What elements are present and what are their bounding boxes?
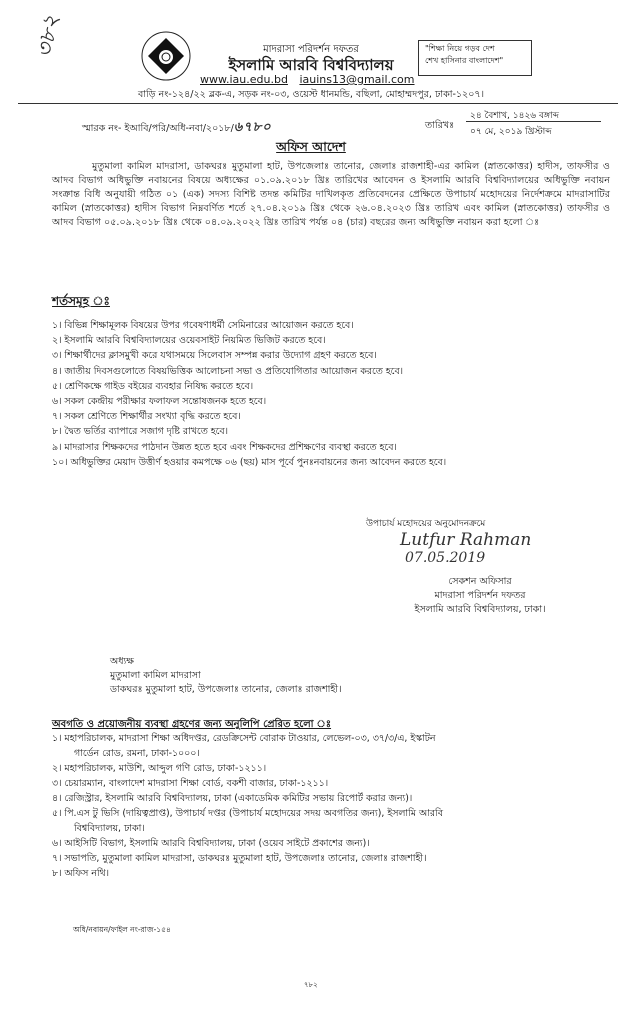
copy-item — [52, 776, 612, 791]
copy-item-text: ৮। অফিস নথি। — [52, 868, 109, 879]
condition-item: ২। ইসলামি আরবি বিশ্ববিদ্যালয়ের ওয়েবসাইট নিয়মিত ভিজিট করতে হবে। — [52, 335, 326, 347]
condition-item: ৯। মাদরাসার শিক্ষকদের পাঠদান উন্নত হতে হবে এবং শিক্ষকদের প্রশিক্ষণের ব্যবস্থা করতে হবে। — [52, 441, 397, 453]
slogan-line-1: "শিক্ষা নিয়ে গড়ব দেশ — [425, 44, 495, 53]
condition-item: ৭। সকল শ্রেণিতে শিক্ষার্থীর সংখ্যা বৃদ্ধি করতে হবে। — [52, 411, 241, 423]
condition-item: ৮। দ্বৈত ভর্তির ব্যাপারে সজাগ দৃষ্টি রাখতে হবে। — [52, 426, 228, 438]
file-reference: অধি/নবায়ন/ফাইল নং-রাজ-১৫৪ — [73, 925, 171, 934]
header-divider — [18, 103, 618, 104]
date-divider — [466, 121, 601, 122]
copy-item — [52, 761, 612, 776]
body-paragraph: মুতুমালা কামিল মাদরাসা, ডাকঘরঃ মুতুমালা হাট, উপজেলাঃ তানোর, জেলাঃ রাজশাহী-এর কামিল (স্নাতকোত্তর) হাদীস, তাফসীর ও আদব বিভাগ অধিভুক্তি নবায়নের বিষয়ে অধ্যক্ষের ০১.০৯.২০১৮ খ্রিঃ তারিখের আবেদন ও ইসলামি আরবি বিশ্ববিদ্যালয়ের অধিভুক্তি নবায়ন সংক্রান্ত বিধি অনুযায়ী গঠিত ০১ (এক) সদস্য বিশিষ্ট তদন্ত কমিটির দাখিলকৃত প্রতিবেদনের প্রেক্ষিতে উপাচার্য মহোদয়ের নির্দেশক্রমে মাদরাসাটির কামিল (স্নাতকোত্তর) হাদীস বিভাগ নিম্নবর্ণিত শর্তে ২৭.০৪.২০১৯ খ্রিঃ থেকে ২৬.০৪.২০২৩ খ্রিঃ তারিখ এবং কামিল (স্নাতকোত্তর) তাফসীর ও আদব বিভাগ ০৫.০৯.২০১৮ খ্রিঃ থেকে ০৪.০৯.২০২২ খ্রিঃ তারিখ পর্যন্ত ০৪ (চার) বছরের জন্য অধিভুক্তি নবায়ন করা হলো ঃ — [52, 161, 610, 228]
recipient-title: অধ্যক্ষ — [110, 656, 135, 667]
copy-item-continuation: গার্ডেন রোড, রমনা, ঢাকা-১০০০। — [74, 748, 200, 759]
copy-item-text: ১। মহাপরিচালক, মাদরাসা শিক্ষা অধিদপ্তর, রেডক্রিসেন্ট বোরাক টাওয়ার, লেভেল-০৩, ৩৭/৩/এ, ইস্কাটন — [52, 733, 436, 744]
date-bangla: ২৪ বৈশাখ, ১৪২৬ বঙ্গাব্দ — [470, 111, 559, 121]
condition-item: ১। বিভিন্ন শিক্ষামূলক বিষয়ের উপর গবেষণাধর্মী সেমিনারের আয়োজন করতে হবে। — [52, 320, 354, 331]
conditions-list — [52, 318, 612, 470]
email-link[interactable]: iauins13@gmail.com — [299, 73, 415, 86]
signature: Lutfur Rahman — [400, 530, 532, 550]
signatory-office: মাদরাসা পরিদর্শন দফতর — [434, 590, 526, 601]
copy-item — [52, 806, 612, 836]
condition-item: ৫। শ্রেণিকক্ষে গাইড বইয়ের ব্যবহার নিষিদ্ধ করতে হবে। — [52, 380, 254, 392]
copy-item — [52, 731, 612, 761]
copies-list — [52, 731, 612, 881]
recipient-block — [110, 655, 342, 697]
conditions-heading: শর্তসমূহ ঃ — [52, 294, 110, 308]
reference-handwritten-number: ৬৭৮০ — [233, 120, 272, 135]
signatory-designation: সেকশন অফিসার — [448, 576, 512, 587]
university-name: ইসলামি আরবি বিশ্ববিদ্যালয় — [228, 56, 394, 74]
date-gregorian: ০৭ মে, ২০১৯ খ্রিস্টাব্দ — [470, 127, 552, 137]
address: বাড়ি নং-১২৪/২২ ব্লক-এ, সড়ক নং-০৩, ওয়েস্ট ধানমন্ডি, বছিলা, মোহাম্মদপুর, ঢাকা-১২০৭। — [137, 89, 484, 100]
document-title-text: অফিস আদেশ — [276, 139, 346, 154]
signatory-block — [0, 575, 622, 617]
copy-item-text: ৩। চেয়ারম্যান, বাংলাদেশ মাদরাসা শিক্ষা বোর্ড, বকশী বাজার, ঢাকা-১২১১। — [52, 778, 329, 789]
recipient-institution: মুতুমালা কামিল মাদরাসা — [110, 670, 201, 681]
handwritten-margin-note: ৩৮২ — [32, 13, 65, 60]
copy-item-continuation: বিশ্ববিদ্যালয়, ঢাকা। — [74, 823, 145, 834]
signature-date: 07.05.2019 — [405, 550, 486, 566]
copies-heading: অবগতি ও প্রয়োজনীয় ব্যবস্থা গ্রহণের জন্য অনুলিপি প্রেরিত হলো ঃ — [52, 719, 332, 730]
copy-item-text: ২। মহাপরিচালক, মাউশি, আব্দুল গণি রোড, ঢাকা-১২১১। — [52, 763, 267, 774]
condition-item: ৩। শিক্ষার্থীদের ক্লাসমুখী করে যথাসময়ে সিলেবাস সম্পন্ন করার উদ্যোগ গ্রহণ করতে হবে। — [52, 350, 377, 362]
reference-label: স্মারক নং- ইআবি/পরি/অধি-নবা/২০১৮/ — [82, 123, 234, 134]
slogan-line-2: শেখ হাসিনার বাংলাদেশ" — [425, 56, 504, 65]
copy-item-text: ৪। রেজিস্ট্রার, ইসলামি আরবি বিশ্ববিদ্যালয়, ঢাকা (একাডেমিক কমিটির সভায় রিপোর্ট করার জন্য)। — [52, 793, 413, 804]
document-title — [0, 139, 622, 159]
slogan-box — [418, 40, 532, 76]
contact-line — [200, 73, 423, 86]
date-label: তারিখঃ — [425, 120, 455, 131]
approval-note: উপাচার্য মহোদয়ের অনুমোদনক্রমে — [366, 519, 486, 529]
condition-item: ১০। অধিভুক্তির মেয়াদ উত্তীর্ণ হওয়ার কমপক্ষে ০৬ (ছয়) মাস পূর্বে পুনঃনবায়নের জন্য আবেদন করতে হবে। — [52, 456, 447, 468]
copy-item — [52, 791, 612, 806]
copy-item-text: ৬। আইসিটি বিভাগ, ইসলামি আরবি বিশ্ববিদ্যালয়, ঢাকা (ওয়েব সাইটে প্রকাশের জন্য)। — [52, 838, 370, 849]
copy-item-text: ৭। সভাপতি, মুতুমালা কামিল মাদরাসা, ডাকঘরঃ মুতুমালা হাট, উপজেলাঃ তানোর, জেলাঃ রাজশাহী। — [52, 853, 427, 864]
page-number: ৭৮২ — [304, 981, 318, 989]
copy-item — [52, 866, 612, 881]
office-name: মাদরাসা পরিদর্শন দফতর — [263, 44, 359, 55]
copy-item-text: ৫। পি.এস টু ভিসি (দায়িত্বপ্রাপ্ত), উপাচার্য দপ্তর (উপাচার্য মহোদয়ের সদয় অবগতির জন্য), ইসলামি আরবি — [52, 808, 443, 819]
recipient-address: ডাকঘরঃ মুতুমালা হাট, উপজেলাঃ তানোর, জেলাঃ রাজশাহী। — [110, 684, 342, 695]
reference-number — [82, 118, 272, 139]
signatory-institution: ইসলামি আরবি বিশ্ববিদ্যালয়, ঢাকা। — [414, 604, 546, 615]
copy-item — [52, 851, 612, 866]
copy-item — [52, 836, 612, 851]
condition-item: ৪। জাতীয় দিবসগুলোতে বিষয়ভিত্তিক আলোচনা সভা ও প্রতিযোগিতার আয়োজন করতে হবে। — [52, 365, 404, 377]
condition-item: ৬। সকল কেন্দ্রীয় পরীক্ষার ফলাফল সন্তোষজনক হতে হবে। — [52, 396, 267, 408]
website-link[interactable]: www.iau.edu.bd — [200, 73, 288, 86]
